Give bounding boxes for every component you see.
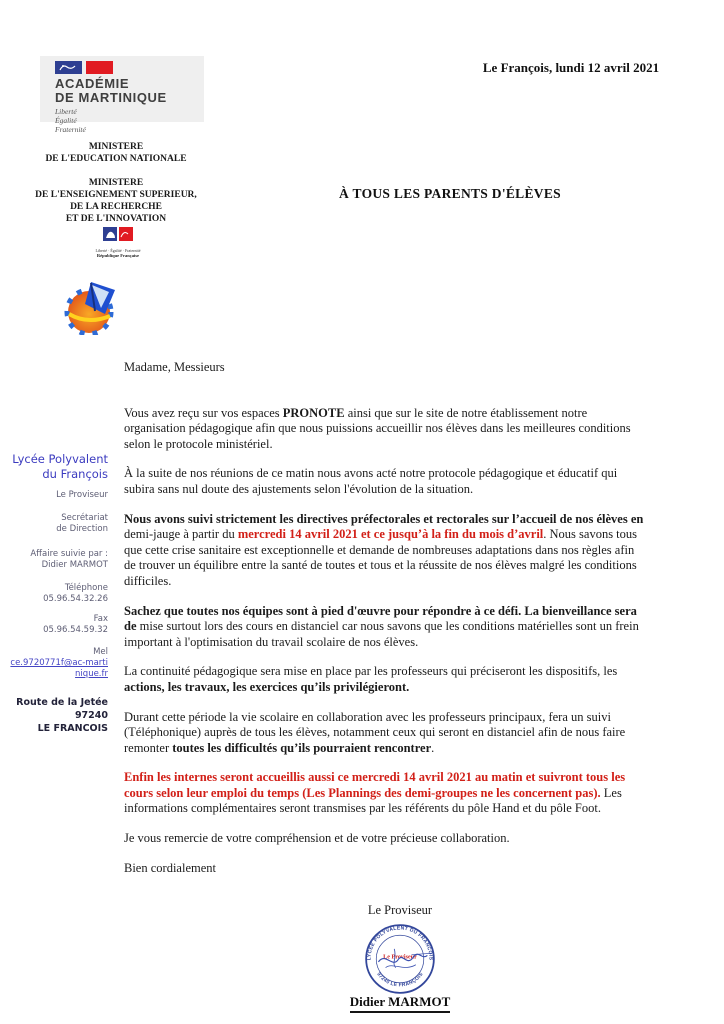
school-logo-icon: [62, 281, 120, 335]
phone-number: 05.96.54.32.26: [43, 594, 108, 604]
sidebar-fax: [6, 614, 108, 636]
ministry-research-line3: DE LA RECHERCHE: [70, 202, 162, 212]
sidebar-address: Route de la Jetée 97240 LE FRANCOIS: [16, 697, 108, 734]
motto-liberte: Liberté: [55, 107, 77, 116]
republic-motto: Liberté · Égalité · Fraternité: [95, 248, 141, 253]
letter-body: [124, 360, 644, 890]
mail-label: Mel: [93, 647, 108, 657]
ministry-research-line4: ET DE L'INNOVATION: [65, 214, 167, 224]
stamp-center-text: Le Proviseur: [383, 954, 417, 961]
ministry-research-line1: MINISTERE: [88, 178, 144, 188]
sidebar-phone: [6, 583, 108, 605]
body-paragraph: Nous avons suivi strictement les directives préfectorales et rectorales sur l’accueil de nos élèves en demi-jauge à partir du mercredi 14 avril 2021 et ce jusqu’à la fin du mois d’avril. Nous savons tous que cette crise sanitaire est exceptionnelle et demande de nombreuses adaptations dans nos règles afin de trouver un équilibre entre la santé de toutes et tous et la réussite de nos élèves malgré les conditions difficiles.: [124, 511, 644, 588]
phone-label: Téléphone: [64, 583, 108, 593]
motto-egalite: Égalité: [55, 116, 77, 125]
svg-text:97240 LE FRANÇOIS: [375, 971, 424, 988]
ministry-research-line2: DE L'ENSEIGNEMENT SUPERIEUR,: [35, 190, 197, 200]
stamp-icon: [364, 923, 436, 995]
date-line: Le François, lundi 12 avril 2021: [482, 60, 660, 75]
closing-paragraph: Je vous remercie de votre compréhension et de votre précieuse collaboration.: [124, 831, 510, 846]
signature-block: [299, 903, 501, 1013]
signoff: Bien cordialement: [124, 860, 216, 875]
french-flag-icon: [55, 61, 204, 74]
sidebar-case-officer: Affaire suivie par : Didier MARMOT: [30, 549, 108, 570]
stamp-bottom-text: 97240 LE FRANÇOIS: [375, 971, 425, 989]
signature-name: Didier MARMOT: [350, 994, 451, 1013]
sidebar-school-name: Lycée Polyvalent du François: [12, 452, 108, 481]
salutation: Madame, Messieurs: [124, 360, 225, 374]
stamp-top-text: LYCEE POLYVALENT DU FRANCOIS: [366, 925, 434, 961]
fax-label: Fax: [93, 614, 108, 624]
sidebar-role: Le Proviseur: [56, 490, 108, 500]
academy-logo: [40, 56, 204, 134]
republic-logo: [92, 227, 144, 259]
academy-name-line1: ACADÉMIE: [55, 76, 130, 91]
ministry-education-line1: MINISTERE: [88, 142, 144, 152]
body-paragraph: Sachez que toutes nos équipes sont à pied d'œuvre pour répondre à ce défi. La bienveillance sera de mise surtout lors des cours en distanciel car nous savons que les conditions matérielles sont un frein important à l'optimisation du travail scolaire de nos élèves.: [124, 603, 639, 649]
motto-fraternite: Fraternité: [55, 125, 86, 134]
sidebar: [6, 452, 108, 735]
marianne-glyph-icon: [59, 63, 77, 72]
ministry-research-block: [26, 177, 206, 225]
body-paragraph: Durant cette période la vie scolaire en collaboration avec les professeurs principaux, fera un suivi (Téléphonique) auprès de tous les élèves, notamment ceux qui seront en distanciel afin de nous faire remonter toutes les difficultés qu’ils pourraient rencontrer.: [124, 709, 626, 755]
republic-flag-icon: [103, 227, 133, 242]
ministry-education-block: [26, 141, 206, 165]
email-link[interactable]: ce.9720771f@ac-martinique.fr: [10, 658, 108, 679]
body-paragraph: Vous avez reçu sur vos espaces PRONOTE ainsi que sur le site de notre établissement notre organisation pédagogique afin que nous puissions accueillir nos élèves dans les meilleures conditions selon le protocole ministériel.: [124, 405, 631, 451]
academy-name-line2: DE MARTINIQUE: [55, 90, 167, 105]
signature-title: Le Proviseur: [367, 903, 433, 917]
body-paragraph: La continuité pédagogique sera mise en place par les professeurs qui préciseront les dispositifs, les actions, les travaux, les exercices qu’ils privilégieront.: [124, 664, 618, 694]
sidebar-secretariat: Secrétariat de Direction: [56, 513, 108, 534]
body-paragraph: Enfin les internes seront accueillis aussi ce mercredi 14 avril 2021 au matin et suivront tous les cours selon leur emploi du temps (Les Plannings des demi-groupes ne les concernent pas). Les informations complémentaires seront transmises par les référents du pôle Hand et du pôle Foot.: [124, 770, 626, 816]
republic-name: République Française: [96, 253, 140, 258]
body-paragraph: À la suite de nos réunions de ce matin nous avons acté notre protocole pédagogique et éducatif qui subira sans nul doute des ajustements selon l'évolution de la situation.: [124, 466, 618, 496]
ministry-education-line2: DE L'EDUCATION NATIONALE: [45, 154, 187, 164]
fax-number: 05.96.54.59.32: [43, 625, 108, 635]
recipient-heading: À TOUS LES PARENTS D'ÉLÈVES: [339, 186, 561, 201]
